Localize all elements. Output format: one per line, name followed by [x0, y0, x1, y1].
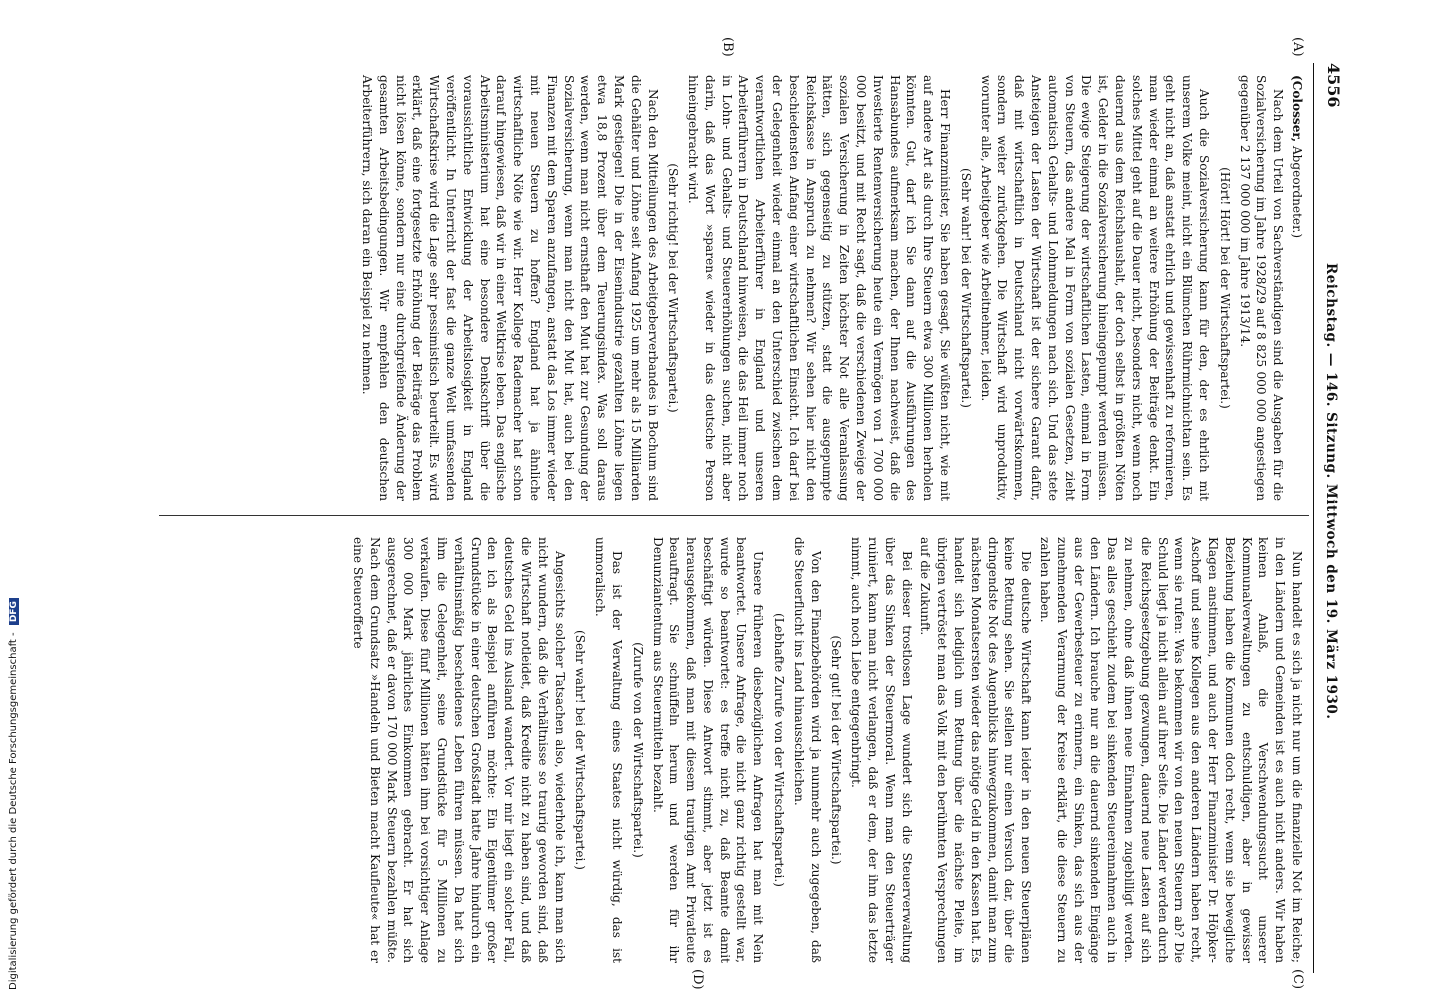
paragraph: Auch die Sozialversicherung kann für den, der es ehrlich mit unserem Volke meint, nicht ein Blümchen Rührmichnichtan sein. Es geht nicht an, daß anstatt ehrlich und gewissenhaft zu reformieren, man wieder einmal an weitere Erhöhung der Beiträge denkt. Ein solches Mittel geht auf die Dauer nicht, besonders nicht, wenn noch dauernd aus dem Reichshaushalt, der doch selbst in größten Nöten ist, Gelder in die Sozialversicherung hineingepumpt werden müssen. Die ewige Steigerung der wirtschaftlichen Lasten, einmal in Form von Steuern, das andere Mal in Form von sozialen Gesetzen, zieht automatisch Gehalts- und Lohnmeldungen nach sich. Und das stete Ansteigen der Lasten der Wirtschaft ist der sichere Garant dafür, daß mit wirtschaftlich in Deutschland nicht vorwärtskommen, sondern weiter zurückgehen. Die Wirtschaft wird unproduktiv, worunter alle, Arbeitgeber wie Arbeitnehmer, leiden. — [978, 75, 1212, 501]
speaker-line — [1288, 75, 1305, 501]
column-divider — [159, 515, 1309, 516]
paragraph: Unsere früheren diesbezüglichen Anfragen hat man mit Nein beantwortet. Unsere Anfrage, die nicht ganz richtig gestellt war, wurde so beantwortet: es treffe nicht zu, daß Beamte damit beschäftigt würden. Diese Antwort stimmt, aber jetzt ist es herausgekommen, daß man mit diesem traurigen Amt Privatleute beauftragt. Sie schnüffeln herum und werden für ihr Denunziantentum aus Steuermitteln bezahlt. — [650, 537, 766, 963]
paragraph: Nun handelt es sich ja nicht nur um die finanzielle Not im Reiche; in den Ländern und Gemeinden ist es auch nicht anders. Wir haben keinen Anlaß, die Verschwendungssucht unserer Kommunalverwaltungen zu entschuldigen, aber in gewisser Beziehung haben die Kommunen doch recht, wenn sie bewegliche Klagen anstimmen, und auch der Herr Finanzminister Dr. Höpker-Aschoff und seine Kollegen aus den anderen Ländern haben recht, wenn sie rufen: Was bekommen wir von den neuen Steuern ab? Die Schuld liegt ja nicht allein auf ihrer Seite. Die Länder werden durch die Reichsgesetzgebung gezwungen, dauernd neue Lasten auf sich zu nehmen, ohne daß ihnen neue Einnahmen zugebilligt werden. Das alles geschieht zudem bei sinkenden Steuereinnahmen auch in den Ländern. Ich brauche nur an die dauernd sinkenden Eingänge aus der Gewerbesteuer zu erinnern, ein Sinken, das sich aus der zunehmenden Verarmung der Kreise erklärt, die diese Steuern zu zahlen haben. — [1038, 537, 1304, 963]
paragraph: Angesichts solcher Tatsachen also, wiederhole ich, kann man sich nicht wundern, daß die Verhältnisse so traurig geworden sind, daß die Wirtschaft notleidet, daß Kredite nicht zu haben sind, und daß deutsches Geld ins Ausland wandert. Vor mir liegt ein solcher Fall, den ich als Beispiel anführen möchte: Ein Eigentümer großer Grundstücke in einer deutschen Großstadt hatte Jahre hindurch ein verhältnismäßig bescheidenes Leben führen müssen. Da hat sich ihm die Gelegenheit, seine Grundstücke für 5 Millionen zu verkaufen. Diese fünf Millionen hätten ihm bei vorsichtiger Anlage 300 000 Mark jährliches Einkommen gebracht. Er hat sich ausgerechnet, daß er davon 170 000 Mark Steuern bezahlen müßte. Nach dem Grundsatz »Handeln und Bieten macht Kaufleute« hat er eine Steuerofferte — [350, 537, 567, 963]
paragraph: Das ist der Verwaltung eines Staates nicht würdig, das ist unmoralisch. — [593, 537, 624, 963]
interjection: (Sehr gut! bei der Wirtschaftspartei.) — [829, 635, 844, 865]
speaker-role: Abgeordneter.) — [1290, 145, 1304, 239]
paragraph: Nach den Mitteilungen des Arbeitgeberverbandes in Bochum sind die Gehälter und Löhne seit Anfang 1925 um mehr als 15 Milliarden Mark gestiegen! Die in der Eisenindustrie gezahlten Löhne liegen etwa 18,8 Prozent über dem Teuerungsindex. Was soll daraus werden, wenn man nicht ernsthaft den Mut hat zur Gesundung der Sozialversicherung, wenn man nicht den Mut hat, auch bei den Finanzen mit dem Sparen anzufangen, anstatt das Los immer wieder mit neuen Steuern zu hoffen? England hat ja ähnliche wirtschaftliche Nöte wie wir. Herr Kollege Rademacher hat schon darauf hingewiesen, daß wir in einer Weltkrise leben. Das englische Arbeitsministerium hat eine besondere Denkschrift über die voraussichtliche Entwicklung der Arbeitslosigkeit in England veröffentlicht. In Unterricht der fast die ganze Welt umfassenden Wirtschaftskrise wird die Lage sehr pessimistisch beurteilt. Es wird erklärt, daß eine fortgesetzte Erhöhung der Beiträge das Problem nicht lösen könne, sondern nur eine durchgreifende Änderung der gesamten Arbeitsbedingungen. Wir empfehlen den deutschen Arbeiterführern, sich daran ein Beispiel zu nehmen. — [359, 75, 660, 501]
paragraph: Nach dem Urteil von Sachverständigen sind die Ausgaben für die Sozialversicherung im Jahre 1928/29 auf 8 825 000 000 angestiegen gegenüber 2 137 000 000 im Jahre 1913/14. — [1237, 75, 1286, 501]
paragraph: Herr Finanzminister, Sie haben gesagt, Sie wüßten nicht, wie mit auf andere Art als durch Ihre Steuern etwa 300 Millionen herholen könnten. Gut, darf ich Sie dann auf die Ausführungen des Hansabundes aufmerksam machen, der Ihnen nachweist, daß die Investierte Rentenversicherung heute ein Vermögen von 1 700 000 000 besitzt, und mit Recht sagt, daß die verschiedenen Zweige der sozialen Versicherung in Zeiten höchster Not alle Veranlassung hätten, sich gegenseitig zu stützen, statt die ausgepumpte Reichskasse in Anspruch zu nehmen? Wir sehen hier nicht den beschiedensten Anfang einer wirtschaftlichen Einsicht. Ich darf bei der Gelegenheit wieder einmal an den Unterschied zwischen dem verantwortlichen Arbeiterführer in England und unseren Arbeiterführern in Deutschland hinweisen, die das Heil immer noch in Lohn- und Gehalts- und Steuererhöhungen suchen, nicht aber darin, daß das Wort »sparen« wieder in das deutsche Person hineingebracht wird. — [686, 75, 953, 501]
margin-mark-d: (D) — [690, 969, 705, 990]
paragraph: Die deutsche Wirtschaft kann leider in den neuen Steuerplänen keine Rettung sehen. Sie stellen nur einen Versuch dar, über die dringendste Not des Augenblicks hinwegzukommen, damit man zum nächsten Monatsersten wieder das nötige Geld in den Kassen hat. Es handelt sich lediglich um Rettung über die nächste Pleite, im übrigen vertröstet man das Volk mit den berühmten Versprechungen auf die Zukunft. — [918, 537, 1034, 963]
margin-mark-a: (A) — [1290, 37, 1305, 57]
interjection: (Sehr richtig! bei der Wirtschaftspartei.) — [666, 163, 681, 413]
digitization-text: Digitalisierung gefördert durch die Deutsche Forschungsgemeinschaft - — [8, 632, 19, 990]
dfg-logo: DFG — [9, 598, 19, 625]
right-column — [347, 537, 1305, 963]
interjection: (Zurufe von der Wirtschaftspartei.) — [630, 642, 645, 858]
interjection: (Lebhafte Zurufe von der Wirtschaftspartei.) — [772, 613, 787, 887]
page-header — [1315, 63, 1345, 973]
paragraph: Bei dieser trostlosen Lage wundert sich die Steuerverwaltung über das Sinken der Steuermoral. Wenn man den Steuerträger ruiniert, kann man nicht verlangen, daß er dem, der ihm das letzte nimmt, auch noch Liebe entgegenbringt. — [849, 537, 914, 963]
header-rule — [1313, 63, 1314, 973]
running-title: Reichstag. — 146. Sitzung. Mittwoch den 19. März 1930. — [1323, 263, 1339, 720]
digitization-note — [8, 598, 19, 990]
rotated-document-page — [95, 37, 1345, 990]
left-column — [356, 75, 1305, 501]
interjection: (Hört! Hört! bei der Wirtschaftspartei.) — [1217, 167, 1232, 409]
page-number: 4556 — [1324, 63, 1343, 108]
speaker-name: (Colosser, — [1290, 75, 1304, 143]
paragraph: Von den Finanzbehörden wird ja nunmehr auch zugegeben, daß die Steuerflucht ins Land hinausschleichen. — [791, 537, 823, 963]
interjection: (Sehr wahr! bei der Wirtschaftspartei.) — [573, 630, 588, 870]
margin-mark-b: (B) — [720, 37, 735, 57]
interjection: (Sehr wahr! bei der Wirtschaftspartei.) — [958, 168, 973, 408]
margin-mark-c: (C) — [1290, 969, 1305, 990]
